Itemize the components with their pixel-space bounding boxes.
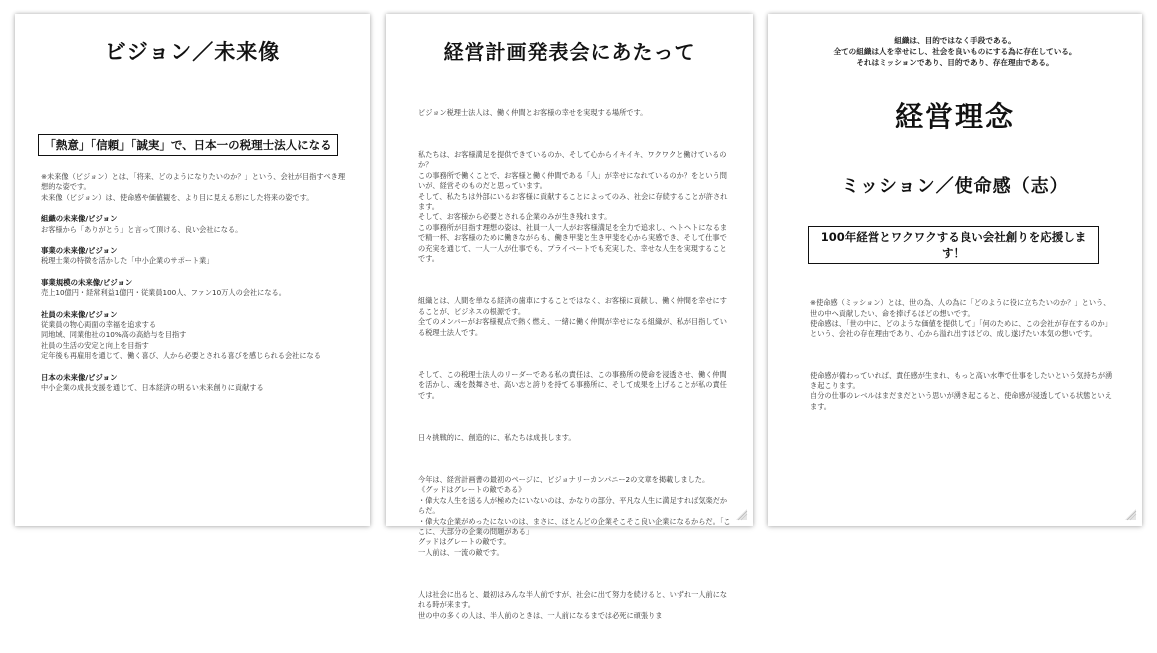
section-heading: 事業の未来像/ビジョン	[41, 246, 118, 256]
page-body	[418, 87, 733, 653]
vision-tagline-box: 「熱意」「信頼」「誠実」で、日本一の税理士法人になる	[38, 134, 338, 156]
section-scale-vision	[41, 278, 346, 299]
document-page-vision[interactable]	[15, 14, 370, 526]
section-heading: 日本の未来像/ビジョン	[41, 372, 118, 382]
paragraph: ※使命感（ミッション）とは、世の為、人の為に「どのように役に立ちたいのか？」という、世の中へ貢献したい、命を捧げるほどの想いです。 使命感は、「世の中に、どのような価値を提供して」「何のために、この会社が存在するのか」という、会社の存在理由であり、心から溢れ出すほどの、成し遂げたい本気の想いです。	[810, 298, 1112, 339]
paragraph: そして、この税理士法人のリーダーである私の責任は、この事務所の使命を浸透させ、働く仲間を活かし、魂を鼓舞させ、高い志と誇りを持てる事務所に、そして成果を上げることが私の責任です。	[418, 369, 727, 400]
page-title: ビジョン／未来像	[104, 40, 281, 64]
section-text: 従業員の物心両面の幸福を追求する 同地域、同業他社の10%高の高給与を目指す 社員の生活の安定と向上を目指す 定年後も再雇用を通じて、働く喜び、人から必要とされる喜びを感じられる会社になる	[41, 320, 321, 361]
vision-intro: ※未来像（ビジョン）とは、「将来、どのようになりたいのか？」という、会社が目指すべき理想的な姿です。 未来像（ビジョン）は、使命感や価値観を、より目に見える形にした将来の姿です。	[41, 172, 346, 202]
document-page-philosophy[interactable]	[768, 14, 1142, 526]
paragraph: ビジョン税理士法人は、働く仲間とお客様の幸せを実現する場所です。	[418, 107, 648, 117]
paragraph: 今年は、経営計画書の最初のページに、ビジョナリーカンパニー2の文章を掲載しました。 《グッドはグレートの敵である》 ・偉大な人生を送る人が極めたにいないのは、かなりの部分、平凡な人生に満足すれば気楽だからだ。 ・偉大な企業がめったにないのは、まさに、ほとんどの企業そこそこ良い企業になるからだ。「ここに、大部分の企業の問題がある」 グッドはグレートの敵です。 一人前は、一流の敵です。	[418, 475, 731, 557]
mission-tagline-box: 100年経営とワクワクする良い会社創りを応援します！	[808, 226, 1099, 264]
paragraph: 日々挑戦的に、創造的に、私たちは成長します。	[418, 432, 576, 442]
paragraph: 私たちは、お客様満足を提供できているのか、そして心からイキイキ、ワクワクと働けているのか？ この事務所で働くことで、お客様と働く仲間である「人」が幸せになれているのか？をという問いが、経営そのものだと思っています。 そして、私たちは外部にいるお客様に貢献することによってのみ、社会に存続することが許されます。 そして、お客様から必要とされる企業のみが生き残れます。 この事務所が目指す理想の姿は、社員一人一人がお客様満足を全力で追求し、ヘトヘトになるまで精一杯、お客様のために働きながらも、働き甲斐と生き甲斐を心から実感でき、そして仕事での充実を通じて、一人一人が仕事でも、プライベートでも充実した、幸せな人生を実現することです。	[418, 150, 728, 264]
section-organization-vision	[41, 214, 346, 235]
page-body	[810, 277, 1116, 443]
page-curl-icon	[736, 509, 747, 520]
section-heading: 社員の未来像/ビジョン	[41, 309, 118, 319]
page-title: 経営計画発表会にあたって	[443, 40, 696, 64]
page-subtitle: ミッション／使命感（志）	[841, 176, 1069, 198]
page-title: 経営理念	[894, 100, 1015, 134]
page-curl-icon	[1125, 509, 1136, 520]
paragraph: 使命感が備わっていれば、責任感が生まれ、もっと高い水準で仕事をしたいという気持ちが湧き起こります。 自分の仕事のレベルはまだまだという思いが湧き起こると、使命感が浸透している状態といえます。	[810, 370, 1113, 411]
section-heading: 事業規模の未来像/ビジョン	[41, 277, 133, 287]
philosophy-intro: 組織は、目的ではなく手段である。 全ての組織は人を幸せにし、社会を良いものにする為に存在している。 それはミッションであり、目的であり、存在理由である。	[833, 36, 1077, 67]
paragraph: 人は社会に出ると、最初はみんな半人前ですが、社会に出て努力を続けると、いずれ一人前になれる時が来ます。 世の中の多くの人は、半人前のときは、一人前になるまでは必死に頑張りま	[418, 590, 728, 620]
paragraph: 組織とは、人間を単なる経済の歯車にすることではなく、お客様に貢献し、働く仲間を幸せにすることが、ビジネスの根源です。 全てのメンバーがお客様視点で熱く燃え、一緒に働く仲間が幸せになる組織が、私が目指している税理士法人です。	[418, 296, 727, 337]
document-page-plan-announcement[interactable]	[386, 14, 753, 620]
section-text: お客様から「ありがとう」と言って頂ける、良い会社になる。	[41, 224, 243, 234]
section-business-vision	[41, 246, 346, 267]
section-employee-vision	[41, 310, 346, 362]
section-text: 税理士業の特徴を活かした「中小企業のサポート業」	[41, 256, 214, 266]
section-text: 中小企業の成長支援を通じて、日本経済の明るい未来創りに貢献する	[41, 383, 264, 393]
section-japan-vision	[41, 373, 346, 394]
section-text: 売上10億円・経常利益1億円・従業員100人、ファン10万人の会社になる。	[41, 288, 286, 298]
section-heading: 組織の未来像/ビジョン	[41, 214, 118, 224]
